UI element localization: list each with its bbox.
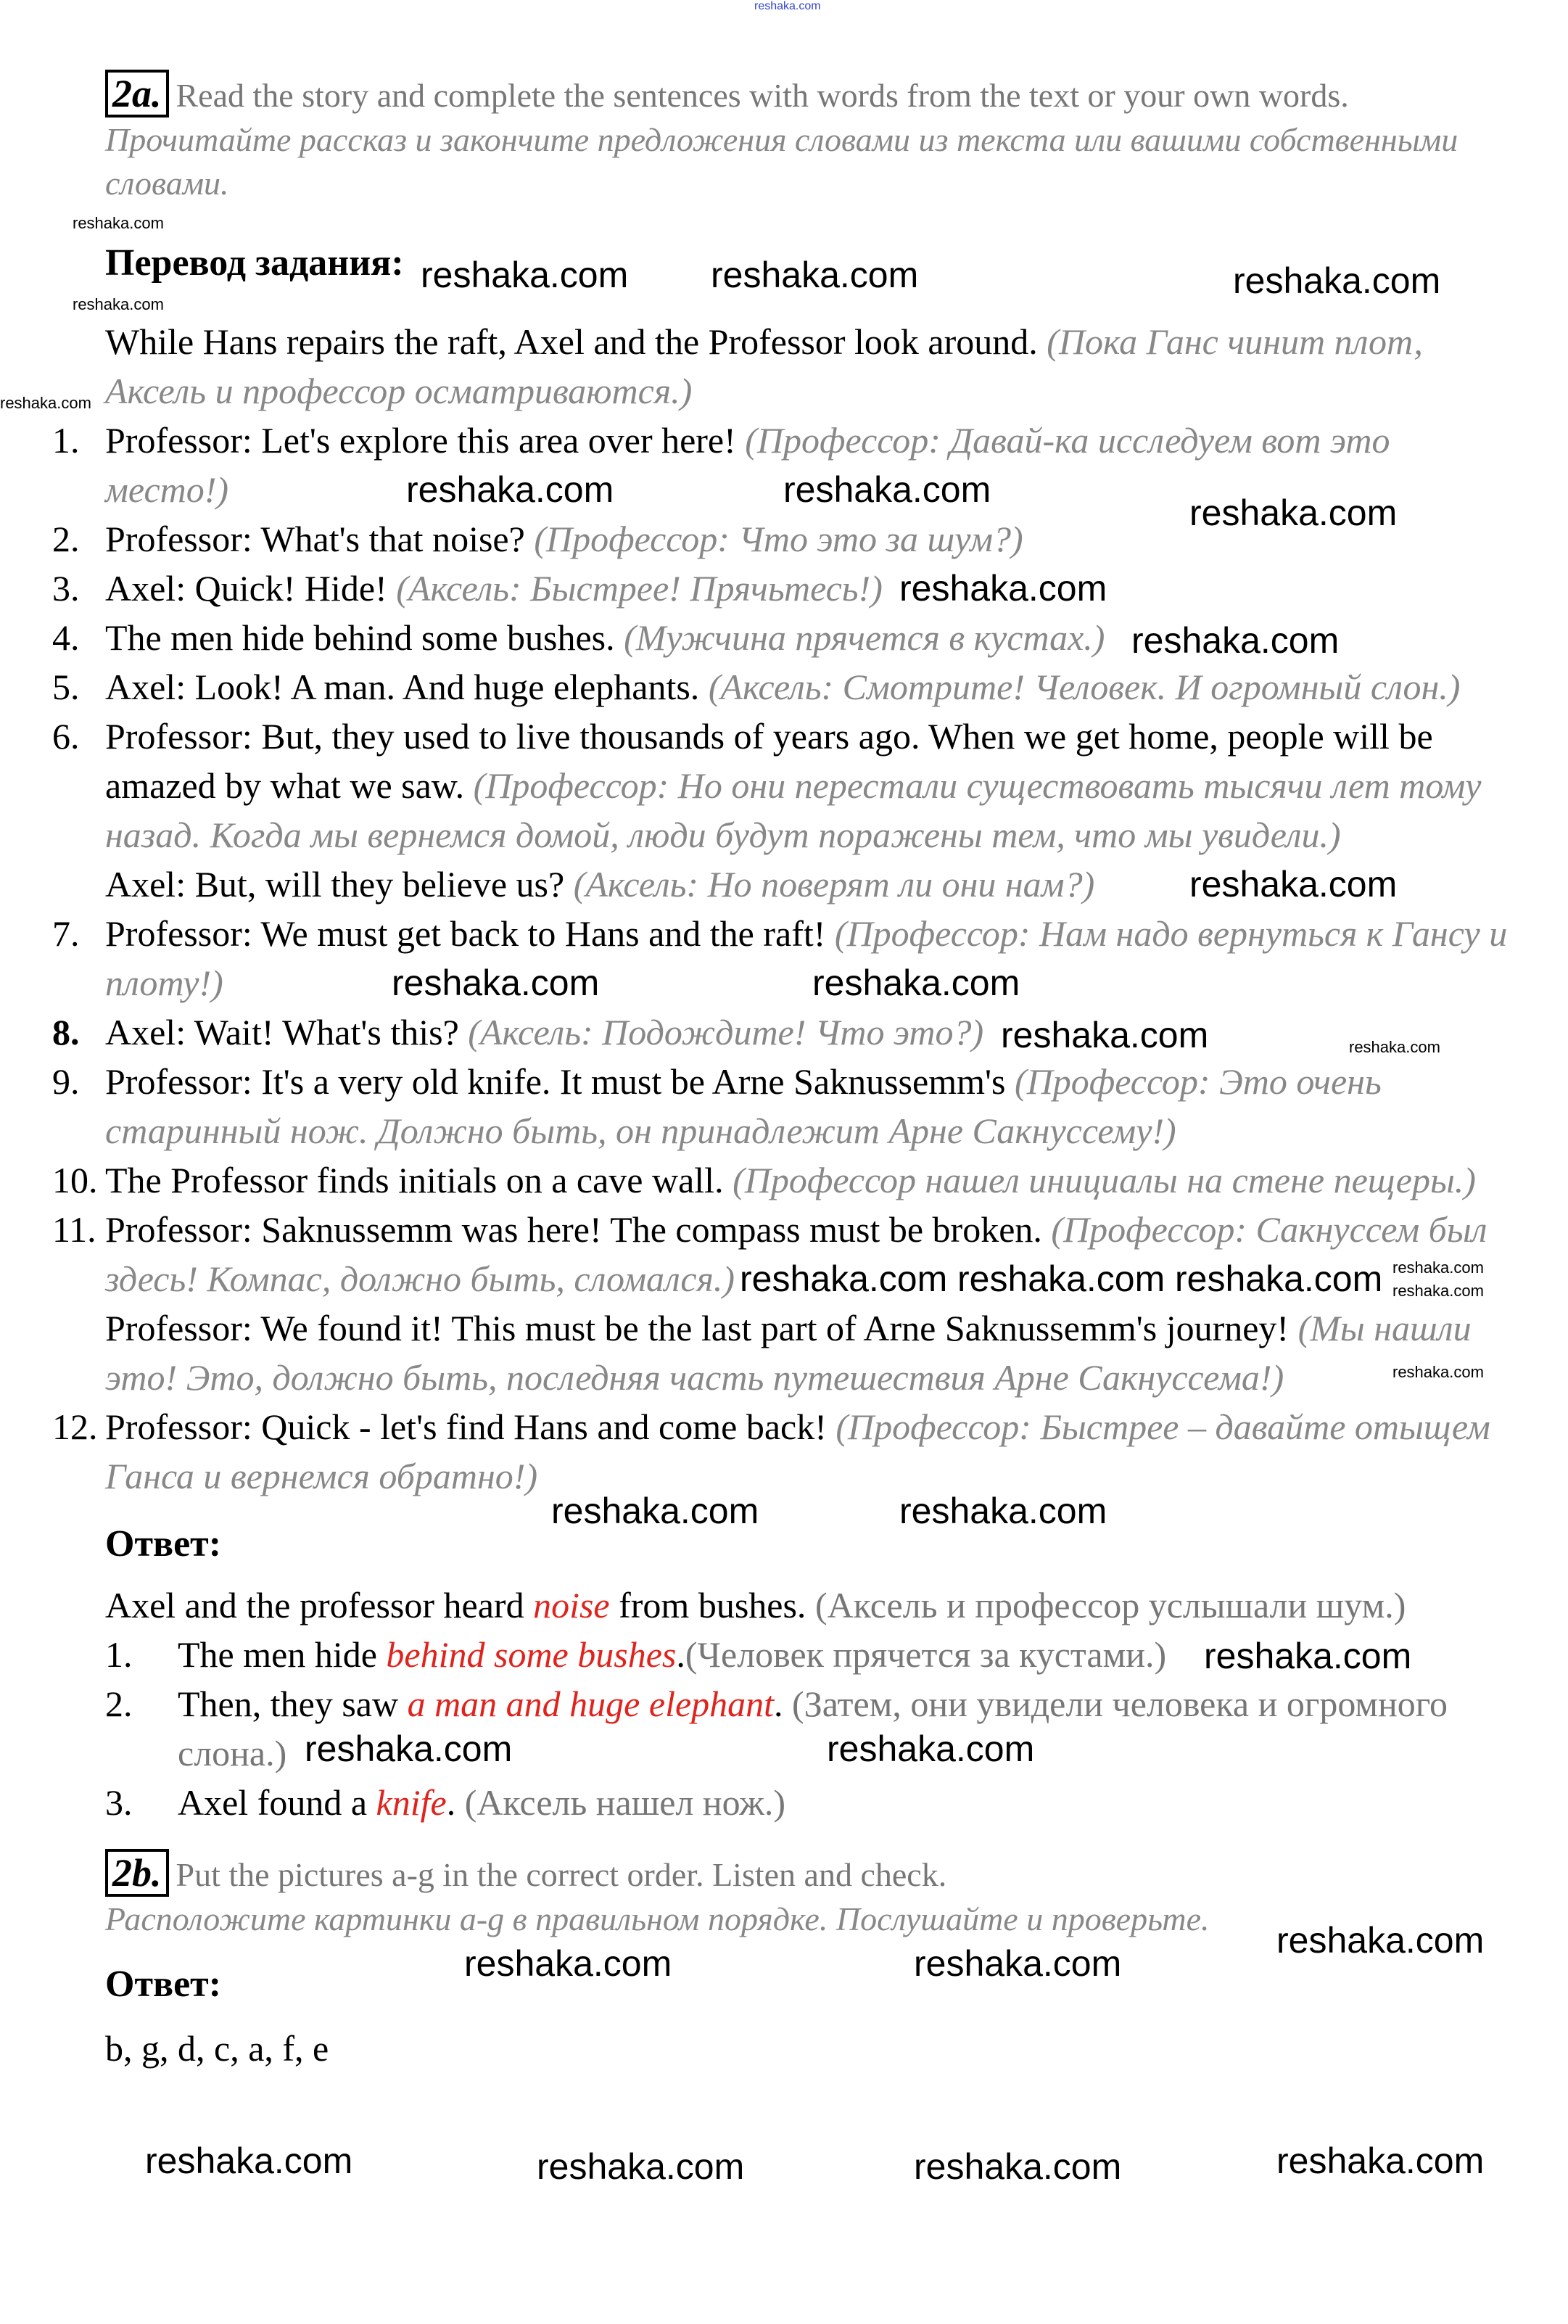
watermark: reshaka.com bbox=[783, 469, 991, 510]
watermark: reshaka.com bbox=[73, 214, 164, 232]
watermark: reshaka.com bbox=[464, 1943, 672, 1984]
item-en: Professor: Quick - let's find Hans and come back! bbox=[105, 1406, 827, 1447]
item-en: The Professor finds initials on a cave wall. bbox=[105, 1160, 724, 1200]
watermark: reshaka.com bbox=[1131, 620, 1340, 661]
answer-text: . bbox=[774, 1684, 793, 1724]
item-en: Axel: Wait! What's this? bbox=[105, 1012, 459, 1052]
watermark: reshaka.com bbox=[1349, 1038, 1440, 1056]
watermark: reshaka.com bbox=[1175, 1258, 1383, 1299]
story-item bbox=[105, 1303, 1516, 1402]
item-en: Professor: We found it! This must be the last part of Arne Saknussemm's journey! bbox=[105, 1308, 1290, 1348]
task-instruction: Read the story and complete the sentences with words from the text or your own words. bbox=[176, 77, 1349, 114]
item-ru: (Аксель: Но поверят ли они нам?) bbox=[573, 864, 1095, 905]
item-en: The men hide behind some bushes. bbox=[105, 617, 615, 658]
answer-2b: b, g, d, c, a, f, e bbox=[105, 2028, 329, 2069]
answer-lead bbox=[105, 1581, 1516, 1630]
watermark: reshaka.com bbox=[537, 2146, 745, 2187]
story-item bbox=[52, 564, 1516, 613]
answer-heading-2b: Ответ: bbox=[105, 1964, 222, 2005]
watermark: reshaka.com bbox=[957, 1258, 1165, 1299]
item-ru: (Мы нашли это! Это, должно быть, последняя часть путешествия Арне Сакнуссема!) bbox=[105, 1308, 1472, 1398]
item-ru: (Аксель: Быстрее! Прячьтесь!) bbox=[396, 568, 883, 609]
watermark: reshaka.com bbox=[899, 1491, 1107, 1531]
task-label: 2b. bbox=[105, 1849, 169, 1897]
watermark: reshaka.com bbox=[827, 1728, 1035, 1769]
watermark: reshaka.com bbox=[711, 255, 919, 295]
item-ru: (Профессор: Но они перестали существовать тысячи лет тому назад. Когда мы вернемся домой, люди будут поражены тем, что мы увидели.) bbox=[105, 765, 1482, 855]
answer-heading: Ответ: bbox=[105, 1523, 222, 1565]
watermark: reshaka.com bbox=[406, 469, 614, 510]
item-ru: (Аксель: Подождите! Что это?) bbox=[468, 1012, 984, 1052]
answer-fill: behind some bushes bbox=[386, 1634, 677, 1675]
item-en: Professor: What's that noise? bbox=[105, 519, 525, 559]
translation-heading: Перевод задания: bbox=[105, 242, 404, 284]
item-en: Professor: Saknussemm was here! The compass must be broken. bbox=[105, 1209, 1042, 1250]
answer-ru: (Аксель и профессор услышали шум.) bbox=[814, 1585, 1406, 1625]
item-ru: (Профессор: Быстрее – давайте отыщем Ганса и вернемся обратно!) bbox=[105, 1406, 1490, 1496]
watermark: reshaka.com bbox=[812, 963, 1020, 1003]
watermark: reshaka.com bbox=[1233, 260, 1441, 301]
intro-ru: (Пока Ганс чинит плот, Аксель и профессор осматриваются.) bbox=[105, 321, 1423, 411]
watermark: reshaka.com bbox=[145, 2140, 353, 2181]
answer-text: . bbox=[676, 1634, 685, 1675]
item-en: Professor: Let's explore this area over here! bbox=[105, 420, 736, 461]
task-instruction: Put the pictures a-g in the correct order. Listen and check. bbox=[176, 1856, 947, 1893]
story-item bbox=[52, 1402, 1516, 1501]
item-number: 10. bbox=[52, 1160, 98, 1200]
item-en: Professor: We must get back to Hans and the raft! bbox=[105, 913, 826, 954]
item-number: 3. bbox=[52, 568, 80, 609]
item-ru: (Профессор: Давай-ка исследуем вот это место!) bbox=[105, 420, 1390, 510]
item-en: Axel: Quick! Hide! bbox=[105, 568, 387, 609]
story-item bbox=[52, 1057, 1516, 1155]
item-ru: (Профессор нашел инициалы на стене пещеры.) bbox=[733, 1160, 1476, 1200]
answer-line bbox=[105, 1778, 1516, 1827]
story-item bbox=[52, 662, 1516, 712]
answer-number: 2. bbox=[105, 1684, 133, 1724]
watermark: reshaka.com bbox=[740, 1258, 948, 1299]
item-number: 7. bbox=[52, 913, 80, 954]
watermark: reshaka.com bbox=[1392, 1363, 1484, 1381]
answer-ru: (Человек прячется за кустами.) bbox=[685, 1634, 1167, 1675]
task-instruction-ru: Прочитайте рассказ и закончите предложения словами из текста или вашими собственными словами. bbox=[105, 121, 1458, 202]
watermark: reshaka.com bbox=[1189, 864, 1398, 905]
watermark: reshaka.com bbox=[1392, 1258, 1484, 1277]
item-ru: (Аксель: Смотрите! Человек. И огромный слон.) bbox=[708, 667, 1461, 707]
task-label: 2a. bbox=[105, 70, 169, 118]
item-en: Axel: But, will they believe us? bbox=[105, 864, 565, 905]
story-item bbox=[52, 1008, 1516, 1057]
watermark: reshaka.com bbox=[899, 568, 1107, 609]
watermark: reshaka.com bbox=[1001, 1015, 1209, 1055]
answer-ru: (Аксель нашел нож.) bbox=[464, 1782, 786, 1823]
task-2a bbox=[105, 70, 1516, 118]
item-ru: (Профессор: Нам надо вернуться к Гансу и плоту!) bbox=[105, 913, 1508, 1003]
item-number: 1. bbox=[52, 420, 80, 461]
item-ru: (Профессор: Сакнуссем был здесь! Компас, должно быть, сломался.) bbox=[105, 1209, 1487, 1299]
task-instruction-ru: Расположите картинки a-g в правильном порядке. Послушайте и проверьте. bbox=[105, 1900, 1210, 1937]
item-number: 5. bbox=[52, 667, 80, 707]
watermark: reshaka.com bbox=[1204, 1636, 1412, 1676]
watermark: reshaka.com bbox=[421, 255, 629, 295]
answer-text: The men hide bbox=[178, 1634, 387, 1675]
story-items bbox=[52, 416, 1516, 1501]
story-item bbox=[52, 909, 1516, 1008]
answer-text: . bbox=[446, 1782, 465, 1823]
answer-fill: knife bbox=[376, 1782, 447, 1823]
item-en: Axel: Look! A man. And huge elephants. bbox=[105, 667, 700, 707]
answer-text: Then, they saw bbox=[178, 1684, 408, 1724]
watermark: reshaka.com bbox=[1276, 2140, 1485, 2181]
watermark: reshaka.com bbox=[1276, 1920, 1485, 1961]
item-ru: (Профессор: Что это за шум?) bbox=[534, 519, 1023, 559]
task-2b bbox=[105, 1849, 1516, 1897]
answer-number: 3. bbox=[105, 1782, 133, 1823]
story-item bbox=[52, 712, 1516, 860]
watermark: reshaka.com bbox=[0, 394, 91, 412]
item-number: 6. bbox=[52, 716, 80, 757]
answer-text: Axel and the professor heard bbox=[105, 1585, 534, 1625]
watermark: reshaka.com bbox=[1189, 493, 1398, 533]
watermark: reshaka.com bbox=[914, 2146, 1122, 2187]
watermark: reshaka.com bbox=[914, 1943, 1122, 1984]
item-number: 12. bbox=[52, 1406, 98, 1447]
answer-ru: (Затем, они увидели человека и огромного слона.) bbox=[178, 1684, 1448, 1773]
item-ru: (Профессор: Это очень старинный нож. Должно быть, он принадлежит Арне Сакнуссему!) bbox=[105, 1061, 1382, 1151]
watermark: reshaka.com bbox=[551, 1491, 759, 1531]
watermark: reshaka.com bbox=[1392, 1282, 1484, 1300]
intro-en: While Hans repairs the raft, Axel and the Professor look around. bbox=[105, 321, 1038, 362]
watermark: reshaka.com bbox=[73, 295, 164, 313]
exercise-page bbox=[52, 70, 1516, 2073]
intro-line bbox=[105, 317, 1516, 416]
item-en: Professor: It's a very old knife. It must be Arne Saknussemm's bbox=[105, 1061, 1006, 1102]
item-number: 9. bbox=[52, 1061, 80, 1102]
watermark: reshaka.com bbox=[392, 963, 600, 1003]
item-number: 2. bbox=[52, 519, 80, 559]
item-number: 11. bbox=[52, 1209, 96, 1250]
item-number: 4. bbox=[52, 617, 80, 658]
item-ru: (Мужчина прячется в кустах.) bbox=[624, 617, 1105, 658]
site-watermark-top: reshaka.com bbox=[754, 0, 821, 12]
item-number: 8. bbox=[52, 1012, 80, 1052]
answer-number: 1. bbox=[105, 1634, 133, 1675]
watermark: reshaka.com bbox=[305, 1728, 513, 1769]
answer-text: from bushes. bbox=[609, 1585, 815, 1625]
item-en: Professor: But, they used to live thousands of years ago. When we get home, people will be amazed by what we saw. bbox=[105, 716, 1433, 806]
answer-text: Axel found a bbox=[178, 1782, 376, 1823]
story-item bbox=[52, 1155, 1516, 1205]
answer-fill: a man and huge elephant bbox=[407, 1684, 775, 1724]
answer-fill: noise bbox=[533, 1585, 610, 1625]
